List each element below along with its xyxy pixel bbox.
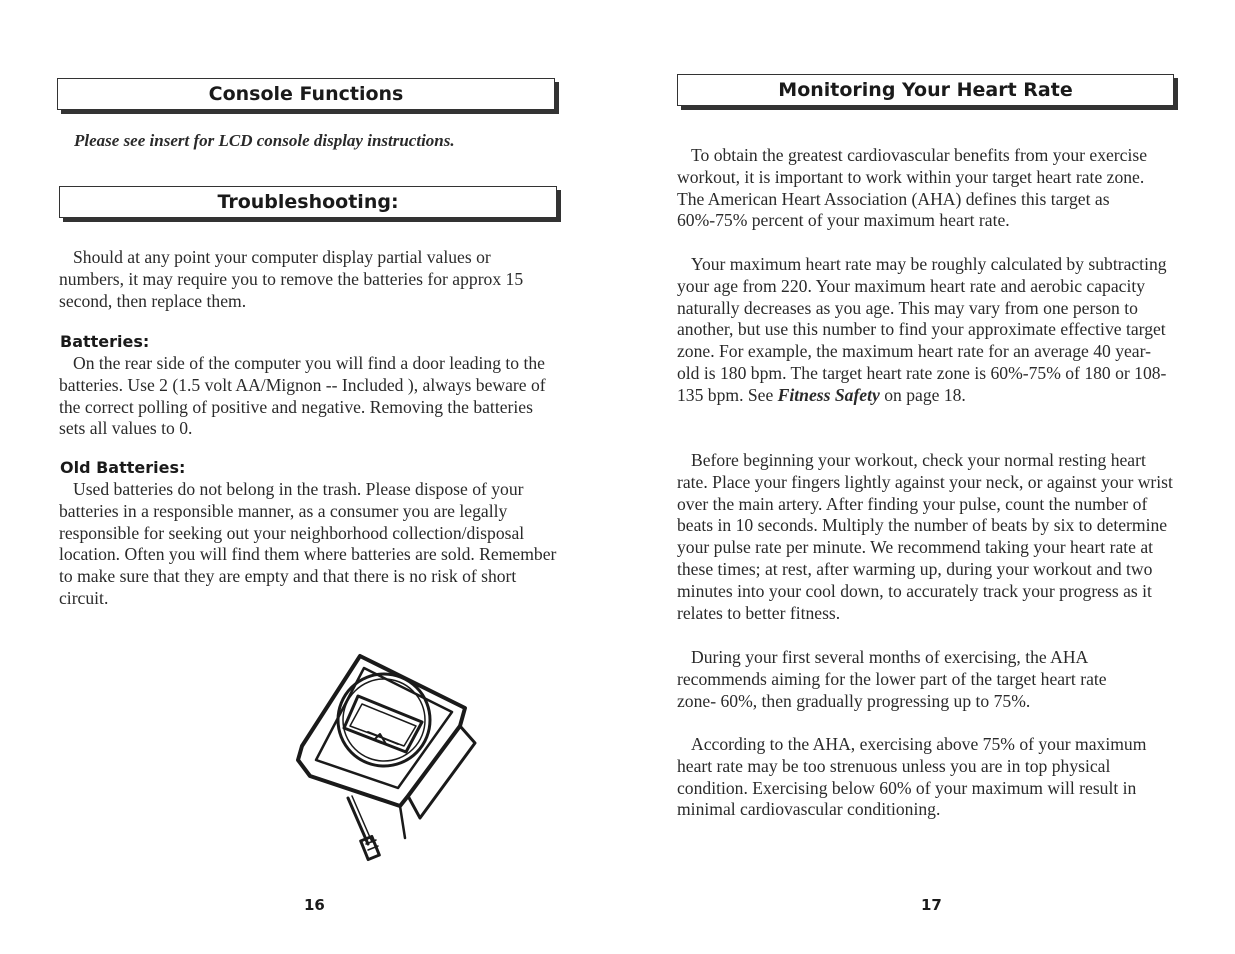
heart-rate-paragraph-2-tail: on page 18.	[879, 384, 966, 405]
heart-rate-heading	[677, 74, 1174, 106]
lcd-instructions-note: Please see insert for LCD console display instructions.	[74, 131, 455, 150]
troubleshooting-heading	[59, 186, 557, 218]
page-number-left: 16	[304, 896, 325, 914]
battery-compartment-illustration	[290, 648, 490, 868]
batteries-text: On the rear side of the computer you will find a door leading to the batteries. Use 2 (1.5 volt AA/Mignon -- Included ), always beware of the correct polling of positive and negative. Removing the batteries sets all values to 0.	[59, 353, 546, 439]
heart-rate-paragraph-2-text: Your maximum heart rate may be roughly calculated by subtracting your age from 220. Your maximum heart rate and aerobic capacity naturally decreases as you age. This may vary from one person to another, but use this number to find your approximate effective target zone. For example, the maximum heart rate for an average 40 year-old is 180 bpm. The target heart rate zone is 60%-75% of 180 or 108-135 bpm. See	[677, 254, 1167, 405]
batteries-heading: Batteries:	[60, 332, 150, 351]
heart-rate-paragraph-2	[677, 254, 1169, 407]
heart-rate-paragraph-1: To obtain the greatest cardiovascular benefits from your exercise workout, it is important to work within your target heart rate zone. The American Heart Association (AHA) defines this target as 60%-75% percent of your maximum heart rate.	[677, 145, 1148, 231]
troubleshooting-intro: Should at any point your computer display partial values or numbers, it may require you to remove the batteries for approx 15 second, then replace them.	[59, 247, 524, 311]
heart-rate-paragraph-4: During your first several months of exercising, the AHA recommends aiming for the lower part of the target heart rate zone- 60%, then gradually progressing up to 75%.	[677, 647, 1107, 711]
heart-rate-heading-text: Monitoring Your Heart Rate	[778, 79, 1073, 101]
troubleshooting-heading-text: Troubleshooting:	[217, 191, 399, 213]
console-functions-heading	[57, 78, 555, 110]
old-batteries-heading: Old Batteries:	[60, 458, 186, 477]
heart-rate-paragraph-5: According to the AHA, exercising above 75% of your maximum heart rate may be too strenuous unless you are in top physical condition. Exercising below 60% of your maximum will result in minimal cardiovascular conditioning.	[677, 734, 1147, 820]
console-functions-heading-text: Console Functions	[208, 83, 404, 105]
page-number-right: 17	[921, 896, 942, 914]
old-batteries-text: Used batteries do not belong in the trash. Please dispose of your batteries in a responsible manner, as a consumer you are legally responsible for seeking out your neighborhood collection/disposal location. Often you will find them where batteries are sold. Remember to make sure that they are empty and that there is no risk of short circuit.	[59, 479, 557, 608]
heart-rate-paragraph-3: Before beginning your workout, check your normal resting heart rate. Place your fingers lightly against your neck, or against your wrist over the main artery. After finding your pulse, count the number of beats in 10 seconds. Multiply the number of beats by six to determine your pulse rate per minute. We recommend taking your heart rate at these times; at rest, after warming up, during your workout and two minutes into your cool down, to accurately track your progress as it relates to better fitness.	[677, 450, 1173, 623]
fitness-safety-reference: Fitness Safety	[777, 384, 880, 405]
